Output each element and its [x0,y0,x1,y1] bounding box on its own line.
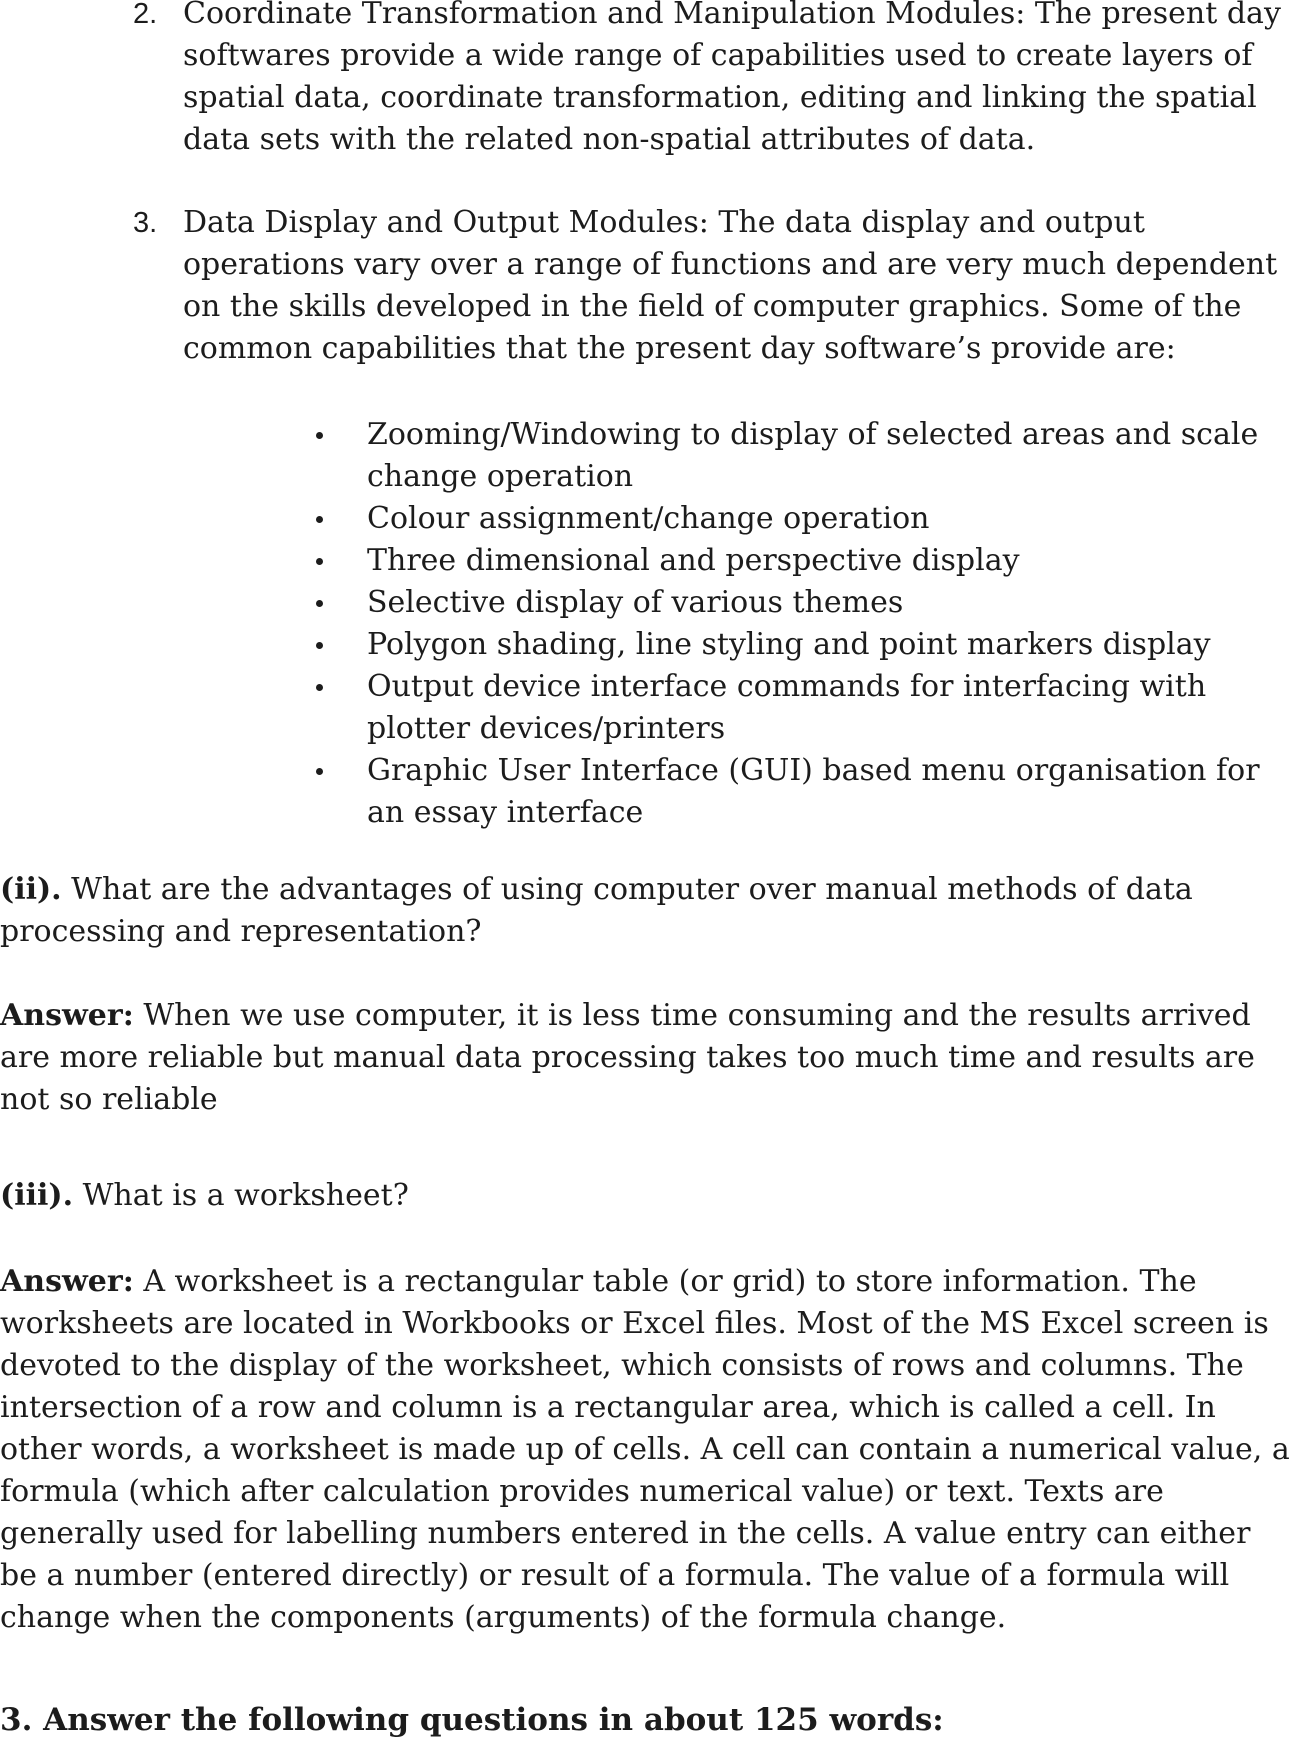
list-item-coordinate-transformation [133,0,1283,161]
answer-label: Answer: [0,998,134,1033]
capabilities-bullet-list [367,414,1277,834]
list-number: 2. [133,0,158,30]
answer-text: When we use computer, it is less time consuming and the results arrived are more reliable but manual data processing takes too much time and results are not so reliable [0,998,1255,1117]
list-number: 3. [133,207,158,239]
answer-ii [0,995,1292,1121]
bullet-item: Polygon shading, line styling and point markers display [367,624,1277,666]
question-text: What are the advantages of using computer over manual methods of data processing and representation? [0,872,1193,949]
bullet-item: Output device interface commands for interfacing with plotter devices/printers [367,666,1277,750]
answer-iii [0,1261,1292,1639]
bullet-item: Graphic User Interface (GUI) based menu organisation for an essay interface [367,750,1277,834]
list-item-data-display [133,202,1283,370]
bullet-item: Zooming/Windowing to display of selected areas and scale change operation [367,414,1277,498]
list-item-text: Data Display and Output Modules: The data display and output operations vary over a range of functions and are very much dependent on the skills developed in the field of computer graphics. Some of the common capabilities that the present day software’s provide are: [183,205,1278,366]
list-item-text: Coordinate Transformation and Manipulation Modules: The present day softwares provide a wide range of capabilities used to create layers of spatial data, coordinate transformation, editing and linking the spatial data sets with the related non-spatial attributes of data. [183,0,1281,157]
bullet-item: Selective display of various themes [367,582,1277,624]
question-text: What is a worksheet? [73,1178,409,1213]
question-iii [0,1175,1292,1217]
question-label: (iii). [0,1178,74,1213]
section-heading: 3. Answer the following questions in about 125 words: [0,1702,944,1738]
bullet-item: Colour assignment/change operation [367,498,1277,540]
question-label: (ii). [0,872,62,907]
answer-label: Answer: [0,1264,134,1299]
question-ii [0,869,1292,953]
answer-text: A worksheet is a rectangular table (or grid) to store information. The worksheets are located in Workbooks or Excel files. Most of the MS Excel screen is devoted to the display of the worksheet, which consists of rows and columns. The intersection of a row and column is a rectangular area, which is called a cell. In other words, a worksheet is made up of cells. A cell can contain a numerical value, a formula (which after calculation provides numerical value) or text. Texts are generally used for labelling numbers entered in the cells. A value entry can either be a number (entered directly) or result of a formula. The value of a formula will change when the components (arguments) of the formula change. [0,1264,1290,1635]
bullet-item: Three dimensional and perspective display [367,540,1277,582]
